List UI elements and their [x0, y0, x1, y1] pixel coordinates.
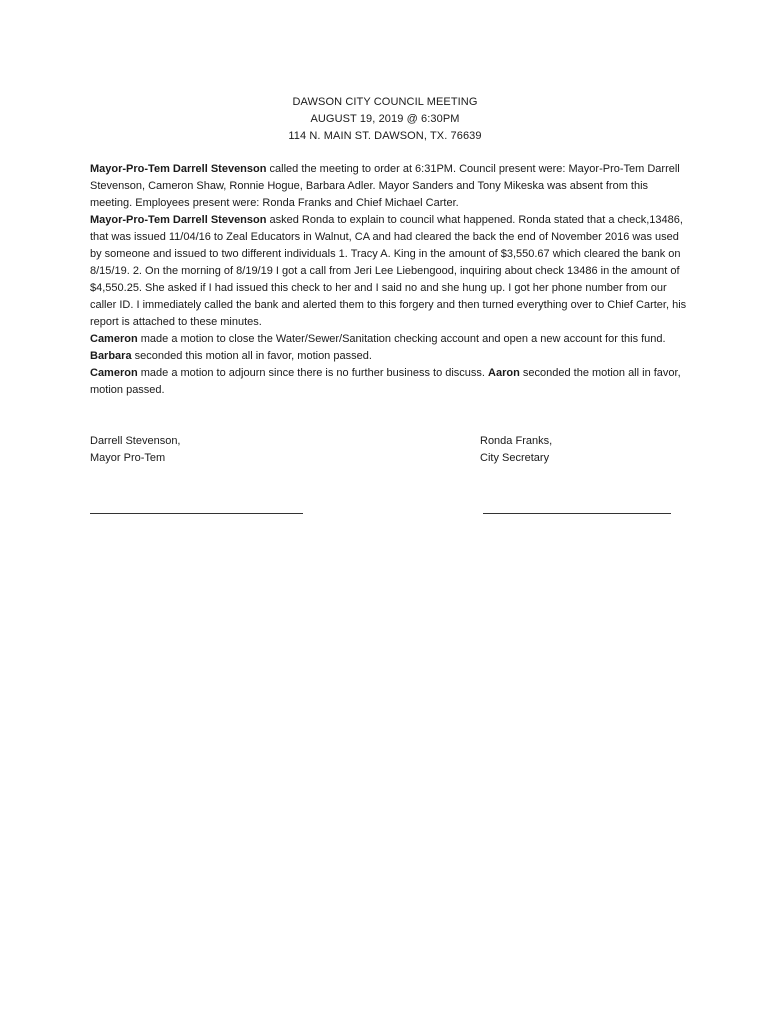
paragraph-text: seconded this motion all in favor, motion passed.	[131, 350, 372, 362]
paragraph-motion-adjourn	[90, 365, 690, 399]
speaker-name: Mayor-Pro-Tem Darrell Stevenson	[90, 163, 267, 175]
motion-seconder: Barbara	[90, 350, 132, 362]
minutes-body	[90, 161, 690, 399]
signer-name: Ronda Franks,	[480, 435, 553, 447]
motion-maker: Cameron	[90, 367, 138, 379]
header-title: DAWSON CITY COUNCIL MEETING	[292, 96, 478, 108]
paragraph-call-to-order	[90, 161, 690, 212]
signature-line-right	[483, 513, 671, 514]
speaker-name: Mayor-Pro-Tem Darrell Stevenson	[90, 214, 267, 226]
paragraph-incident-report	[90, 212, 690, 331]
meeting-header	[0, 94, 770, 145]
paragraph-text: asked Ronda to explain to council what happened. Ronda stated that a check,13486, that was issued 11/04/16 to Zeal Educators in Walnut, CA and had cleared the back the end of November 2016 was used by someone and issued to two different individuals 1. Tracy A. King in the amount of $3,550.67 which cleared the bank on 8/15/19. 2. On the morning of 8/19/19 I got a call from Jeri Lee Liebengood, inquiring about check 13486 in the amount of $4,550.25. She asked if I had issued this check to her and I said no and she hung up. I got her phone number from our caller ID. I immediately called the bank and alerted them to this forgery and then turned everything over to Chief Carter, his report is attached to these minutes.	[90, 214, 687, 328]
motion-maker: Cameron	[90, 333, 138, 345]
signature-block-left	[90, 433, 181, 467]
paragraph-text: made a motion to close the Water/Sewer/Sanitation checking account and open a new account for this fund.	[137, 333, 666, 345]
signer-title: Mayor Pro-Tem	[90, 452, 166, 464]
signer-name: Darrell Stevenson,	[90, 435, 181, 447]
signer-title: City Secretary	[480, 452, 550, 464]
paragraph-text: seconded the motion all in favor, motion passed.	[90, 367, 681, 396]
motion-seconder: Aaron	[488, 367, 520, 379]
paragraph-text: made a motion to adjourn since there is no further business to discuss.	[137, 367, 489, 379]
header-date: AUGUST 19, 2019 @ 6:30PM	[310, 113, 460, 125]
paragraph-motion-close-account	[90, 331, 690, 365]
signature-line-left	[90, 513, 303, 514]
paragraph-text: called the meeting to order at 6:31PM. Council present were: Mayor-Pro-Tem Darrell Stevenson, Cameron Shaw, Ronnie Hogue, Barbara Adler. Mayor Sanders and Tony Mikeska was absent from this meeting. Employees present were: Ronda Franks and Chief Michael Carter.	[90, 163, 680, 209]
header-address: 114 N. MAIN ST. DAWSON, TX. 76639	[288, 130, 482, 142]
signature-block-right	[480, 433, 552, 467]
